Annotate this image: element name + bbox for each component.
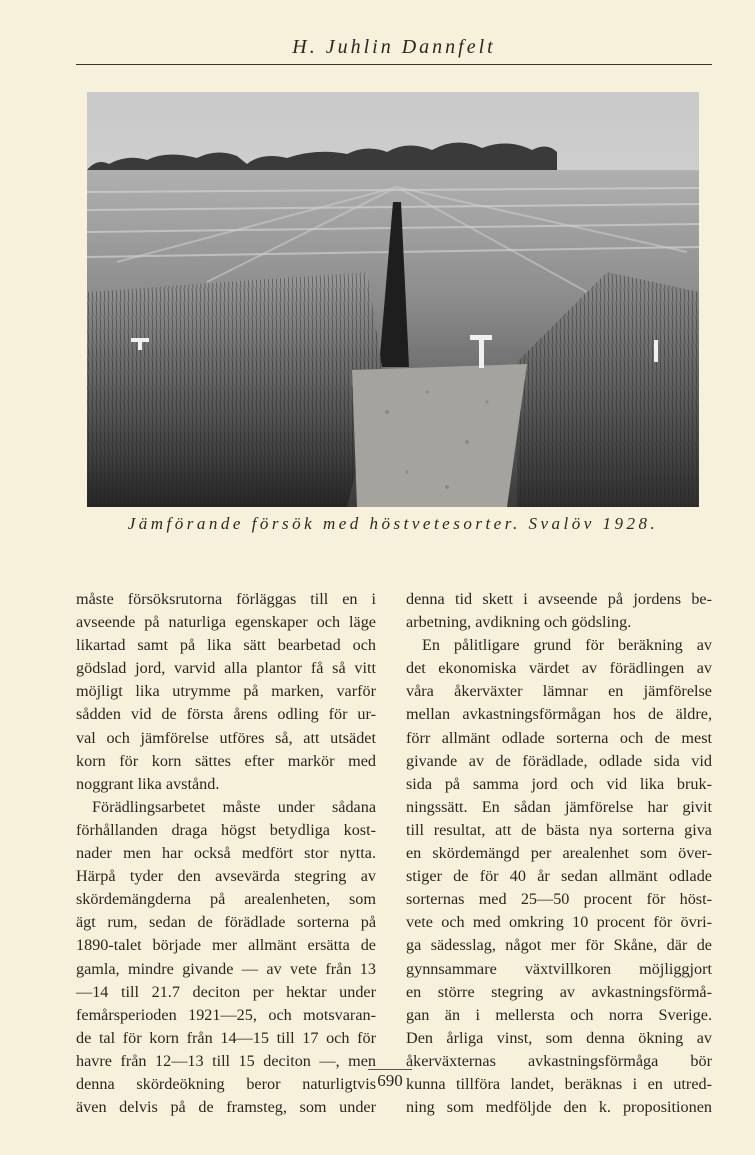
text-line: vete och med omkring 10 procent för övri-: [406, 913, 712, 932]
text-line: sida på samma jord och vid lika bruk-: [406, 774, 712, 793]
text-line: denna tid skett i avseende på jordens be-: [406, 590, 712, 608]
text-line: —14 till 21.7 deciton per hektar under: [76, 982, 376, 1001]
text-line: en skördemängd per arealenhet som över-: [406, 844, 712, 863]
text-line: gamla, mindre givande — av vete från 13: [76, 959, 376, 978]
footer-rule: [368, 1069, 412, 1070]
text-line: till resultat, att de bästa nya sorterna giva: [406, 820, 712, 839]
text-line: ga sädesslag, något mer för Skåne, där de: [406, 936, 712, 955]
text-line: ägt rum, sedan de förädlade sorterna på: [76, 913, 376, 932]
text-line: nader men har också medfört stor nytta.: [76, 844, 376, 863]
text-line: även delvis på de framsteg, som under: [76, 1098, 376, 1117]
text-line: måste försöksrutorna förläggas till en i: [76, 590, 376, 608]
text-line: våra åkerväxter lämnar en jämförelse: [406, 682, 712, 701]
text-line: val och jämförelse utföres så, att utsädet: [76, 728, 376, 747]
text-line: de tal för korn från 14—15 till 17 och för: [76, 1028, 376, 1047]
text-line: En pålitligare grund för beräkning av: [422, 636, 712, 655]
text-line: Förädlingsarbetet måste under sådana: [92, 797, 376, 816]
text-line: gynnsammare växtvillkoren möjliggjort: [406, 959, 712, 978]
figure-caption: Jämförande försök med höstvetesorter. Svalöv 1928.: [127, 514, 659, 533]
text-line: arbetning, avdikning och gödsling.: [406, 613, 632, 632]
text-line: förhållanden draga högst betydliga kost-: [76, 820, 376, 839]
text-line: ning som medföljde den k. propositionen: [406, 1098, 712, 1117]
right-column: [406, 588, 712, 1119]
text-line: noggrant lika avstånd.: [76, 774, 220, 793]
text-line: en större stegring av avkastningsförmå-: [406, 982, 712, 1001]
text-line: kunna tillföra landet, beräknas i en utred-: [406, 1074, 712, 1093]
text-line: stiger de för 40 år sedan allmänt odlade: [406, 867, 712, 886]
left-column: [76, 588, 376, 1119]
text-line: ningssätt. En sådan jämförelse har givit: [406, 797, 712, 816]
text-line: likartad samt på lika sätt bearbetad och: [76, 636, 376, 655]
text-line: förr allmänt odlade sorterna och de mest: [406, 728, 712, 747]
text-line: 1890-talet började mer allmänt ersätta de: [76, 936, 376, 955]
running-head: H. Juhlin Dannfelt: [292, 36, 496, 58]
text-line: korn för korn sättes efter markör med: [76, 751, 376, 770]
wheat-field-photo: [87, 92, 699, 507]
text-line: avseende på naturliga egenskaper och läge: [76, 613, 376, 632]
text-line: sådden vid de första årens odling för ur-: [76, 705, 376, 724]
text-line: havre från 12—13 till 15 deciton —, men: [76, 1051, 376, 1070]
text-line: mellan avkastningsförmågan hos de äldre,: [406, 705, 712, 724]
text-line: sorternas med 25—50 procent för höst-: [406, 890, 712, 909]
text-line: möjligt lika utrymme på marken, varför: [76, 682, 376, 701]
text-line: skördemängderna på arealenheten, som: [76, 890, 376, 909]
text-line: Härpå tyder den avsevärda stegring av: [76, 867, 376, 886]
text-line: femårsperioden 1921—25, och motsvaran-: [76, 1005, 376, 1024]
text-line: gan än i mellersta och norra Sverige.: [406, 1005, 712, 1024]
text-line: Den årliga vinst, som denna ökning av: [406, 1028, 712, 1047]
text-line: givande av de förädlade, odlade sida vid: [406, 751, 712, 770]
text-line: gödslad jord, varvid alla plantor få så vitt: [76, 659, 376, 678]
header-rule: [76, 64, 712, 65]
text-line: det ekonomiska värdet av förädlingen av: [406, 659, 712, 678]
page-number: 690: [377, 1071, 403, 1090]
text-line: åkerväxternas avkastningsförmåga bör: [406, 1051, 712, 1070]
text-line: denna skördeökning beror naturligtvis: [76, 1074, 376, 1093]
